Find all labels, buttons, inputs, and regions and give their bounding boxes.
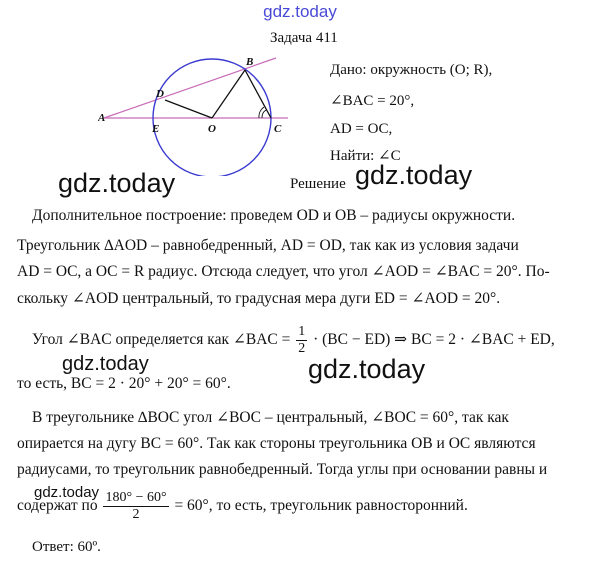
p3-line-2: опирается на дугу BC = 60°. Так как стороны треугольника OB и OC являются <box>17 435 536 452</box>
p3-line-4-post: = 60°, то есть, треугольник равносторонний. <box>174 497 468 515</box>
p1-line-2: Треугольник ∆AOD – равнобедренный, AD = OD, так как из условия задачи <box>17 237 519 254</box>
p3-line-1: В треугольнике ∆BOC угол ∠BOC – центральный, ∠BOC = 60°, так как <box>32 409 509 426</box>
p1-line-3: AD = OC, а OC = R радиус. Отсюда следует, что угол ∠AOD = ∠BAC = 20°. По- <box>17 263 550 280</box>
watermark-1[interactable]: gdz.today <box>58 168 176 198</box>
label-a: A <box>98 112 106 124</box>
given-line-2: ∠BAC = 20°, <box>330 93 415 109</box>
p3-line-4 <box>17 490 468 523</box>
radius-ob <box>212 70 245 118</box>
label-c: C <box>274 123 282 135</box>
p2-line-1-pre: Угол ∠BAC определяется как ∠BAC = <box>32 331 291 349</box>
label-o: O <box>208 123 216 135</box>
watermark-5[interactable]: gdz.today <box>34 484 100 501</box>
label-d: D <box>156 88 164 100</box>
solution-label: Решение <box>290 176 346 192</box>
given-line-4: Найти: ∠C <box>330 148 401 164</box>
p3-line-4-pre: содержат по <box>17 497 98 515</box>
geometry-diagram <box>98 52 298 176</box>
watermark-3[interactable]: gdz.today <box>62 353 149 375</box>
fraction-half-num: 1 <box>298 324 306 339</box>
label-b: B <box>246 56 254 68</box>
given-line-1: Дано: окружность (O; R), <box>330 62 493 78</box>
fraction-half-den: 2 <box>298 341 306 356</box>
radius-od <box>165 100 212 118</box>
fraction-half <box>296 324 307 357</box>
top-watermark[interactable]: gdz.today <box>263 2 337 21</box>
p2-line-1-post: · (BC − ED) ⇒ BC = 2 · ∠BAC + ED, <box>313 331 555 349</box>
fraction-angle-den: 2 <box>132 507 140 522</box>
given-line-3: AD = OC, <box>330 121 393 137</box>
fraction-angle-num: 180° − 60° <box>105 490 167 505</box>
watermark-4[interactable]: gdz.today <box>308 354 426 384</box>
angle-mark-c-1 <box>262 110 266 118</box>
p3-line-3: радиусами, то треугольник равнобедренный. Тогда углы при основании равны и <box>17 461 548 478</box>
fraction-angle <box>103 490 168 523</box>
answer: Ответ: 60º. <box>32 539 101 555</box>
p1-line-4: скольку ∠AOD центральный, то градусная мера дуги ED = ∠AOD = 20°. <box>17 290 501 307</box>
label-e: E <box>152 123 160 135</box>
p1-line-1: Дополнительное построение: проведем OD и OB – радиусы окружности. <box>32 207 516 224</box>
problem-title: Задача 411 <box>270 30 338 46</box>
p2-line-2: то есть, BC = 2 · 20° + 20° = 60°. <box>17 375 231 392</box>
chord-bc <box>245 70 271 118</box>
watermark-2[interactable]: gdz.today <box>355 160 473 190</box>
